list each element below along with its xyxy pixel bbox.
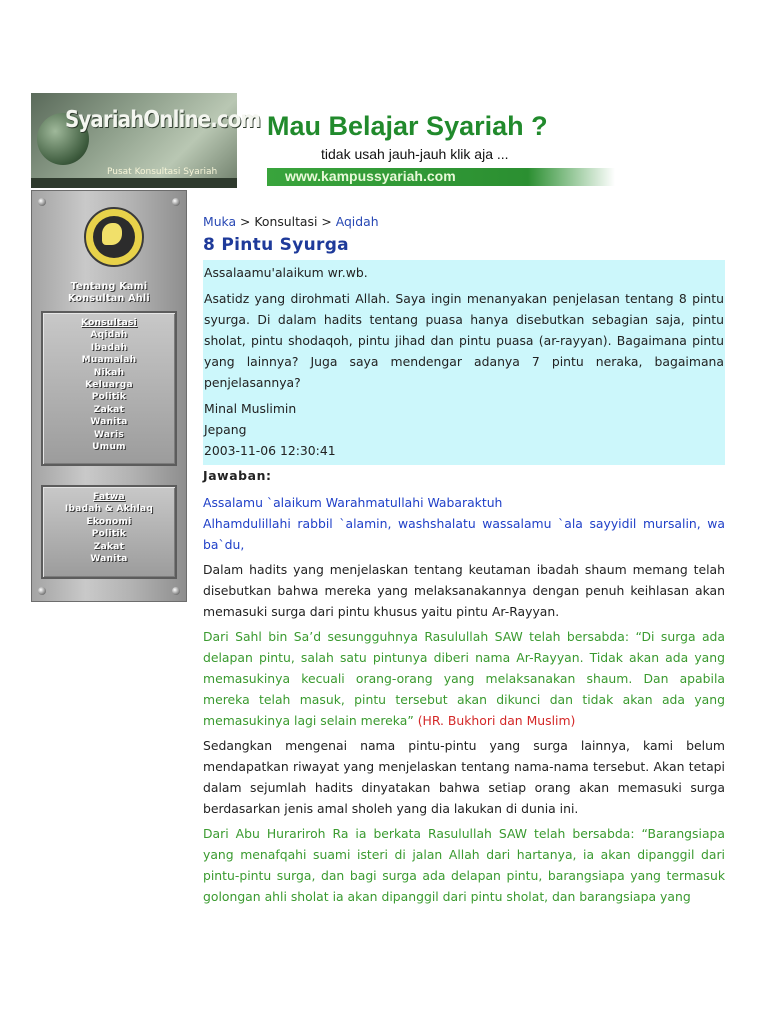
banner-subtitle: tidak usah jauh-jauh klik aja ...	[321, 146, 509, 162]
screw-icon	[38, 198, 46, 206]
question-datetime: 2003-11-06 12:30:41	[204, 443, 336, 458]
answer-paragraph: Dalam hadits yang menjelaskan tentang keutaman ibadah shaum memang telah disebutkan bahwa mereka yang melaksanakannya dengan penuh keihlasan akan memasuki surga dari pintu khusus yaitu pintu Ar-Rayyan.	[203, 562, 725, 619]
sidebar-item-politik[interactable]: Politik	[91, 392, 127, 403]
hadith-source: (HR. Bukhori dan Muslim)	[413, 713, 576, 728]
sidebar-item-fatwa-zakat[interactable]: Zakat	[93, 541, 125, 552]
konsultasi-menu	[41, 311, 177, 466]
banner-title: Mau Belajar Syariah ?	[267, 111, 548, 141]
question-location: Jepang	[204, 422, 247, 437]
sidebar-item-consultants[interactable]: Konsultan Ahli	[67, 293, 150, 304]
sidebar-item-keluarga[interactable]: Keluarga	[85, 380, 133, 391]
sidebar-item-zakat[interactable]: Zakat	[93, 404, 125, 415]
breadcrumb	[203, 212, 725, 232]
main-content	[203, 212, 725, 907]
article-title: 8 Pintu Syurga	[203, 235, 349, 255]
answer-heading: Jawaban:	[203, 468, 272, 483]
breadcrumb-home-link[interactable]: Muka	[203, 214, 237, 229]
sidebar-about	[32, 281, 186, 305]
sidebar-item-ibadah[interactable]: Ibadah	[90, 342, 128, 353]
konsultasi-header[interactable]: Konsultasi	[80, 318, 138, 328]
sidebar-item-waris[interactable]: Waris	[93, 429, 125, 440]
emblem-mark	[102, 223, 122, 245]
logo-divider	[31, 178, 237, 188]
sidebar-item-aqidah[interactable]: Aqidah	[90, 330, 128, 341]
answer-section	[203, 465, 725, 907]
banner-url-link[interactable]: www.kampussyariah.com	[285, 168, 456, 184]
hadith-text: Dari Sahl bin Sa’d sesungguhnya Rasulullah SAW telah bersabda: “Di surga ada delapan pintu, salah satu pintunya diberi nama Ar-Rayyan. Tidak akan ada yang memasukinya kecuali orang-orang yang melaksanakan shaum. Dan apabila mereka telah masuk, pintu tersebut akan dikunci dan tidak akan ada yang memasukinya lagi selain mereka”	[203, 629, 725, 728]
fatwa-menu	[41, 485, 177, 579]
sidebar-item-nikah[interactable]: Nikah	[93, 367, 125, 378]
site-logo[interactable]	[31, 93, 261, 188]
question-greeting: Assalaamu'alaikum wr.wb.	[204, 265, 368, 280]
consultant-emblem-icon	[84, 207, 144, 267]
sidebar-item-wanita[interactable]: Wanita	[90, 417, 128, 428]
breadcrumb-separator: >	[236, 214, 255, 229]
sidebar-item-umum[interactable]: Umum	[92, 442, 126, 453]
sidebar	[31, 190, 187, 602]
answer-hamdalah: Alhamdulillahi rabbil `alamin, washshalatu wassalamu `ala sayyidil mursalin, wa ba`du,	[203, 516, 725, 552]
question-box	[203, 260, 725, 465]
screw-icon	[172, 587, 180, 595]
sidebar-item-ekonomi[interactable]: Ekonomi	[86, 516, 132, 527]
question-body: Asatidz yang dirohmati Allah. Saya ingin menanyakan penjelasan tentang 8 pintu syurga. Di dalam hadits tentang puasa hanya disebutkan sebagian saja, pintu sholat, pintu shodaqoh, pintu jihad dan pintu puasa (ar-rayyan). Bagaimana pintu yang lainnya? Juga saya mendengar adanya 7 pintu neraka, bagaimana penjelasannya?	[204, 291, 724, 390]
breadcrumb-current-link[interactable]: Aqidah	[335, 214, 379, 229]
answer-paragraph: Sedangkan mengenai nama pintu-pintu yang surga lainnya, kami belum mendapatkan riwayat yang menjelaskan tentang nama-nama tersebut. Akan tetapi dalam sejumlah hadits dinyatakan bahwa setiap orang akan memasuki surga berdasarkan jenis amal sholeh yang dia lakukan di dunia ini.	[203, 738, 725, 816]
logo-text: SyariahOnline.com	[65, 107, 261, 133]
sidebar-item-about[interactable]: Tentang Kami	[70, 281, 148, 292]
screw-icon	[172, 198, 180, 206]
sidebar-item-fatwa-wanita[interactable]: Wanita	[90, 554, 128, 565]
sidebar-item-ibadah-akhlaq[interactable]: Ibadah & Akhlaq	[64, 504, 154, 515]
hadith-quote	[203, 626, 725, 731]
breadcrumb-separator: >	[317, 214, 336, 229]
ad-banner[interactable]	[237, 93, 615, 188]
logo-tagline: Pusat Konsultasi Syariah	[107, 167, 218, 177]
fatwa-header[interactable]: Fatwa	[93, 492, 125, 502]
screw-icon	[38, 587, 46, 595]
sidebar-item-muamalah[interactable]: Muamalah	[81, 355, 137, 366]
answer-salam: Assalamu `alaikum Warahmatullahi Wabaraktuh	[203, 495, 503, 510]
breadcrumb-section: Konsultasi	[254, 214, 318, 229]
hadith-quote: Dari Abu Hurariroh Ra ia berkata Rasulullah SAW telah bersabda: “Barangsiapa yang menafqahi suami isteri di jalan Allah dari hartanya, ia akan dipanggil dari pintu-pintu surga, dan bagi surga ada delapan pintu, barangsiapa yang termasuk golongan ahli sholat ia akan dipanggil dari pintu sholat, dan barangsiapa yang	[203, 826, 725, 904]
sidebar-item-fatwa-politik[interactable]: Politik	[91, 529, 127, 540]
question-name: Minal Muslimin	[204, 401, 297, 416]
